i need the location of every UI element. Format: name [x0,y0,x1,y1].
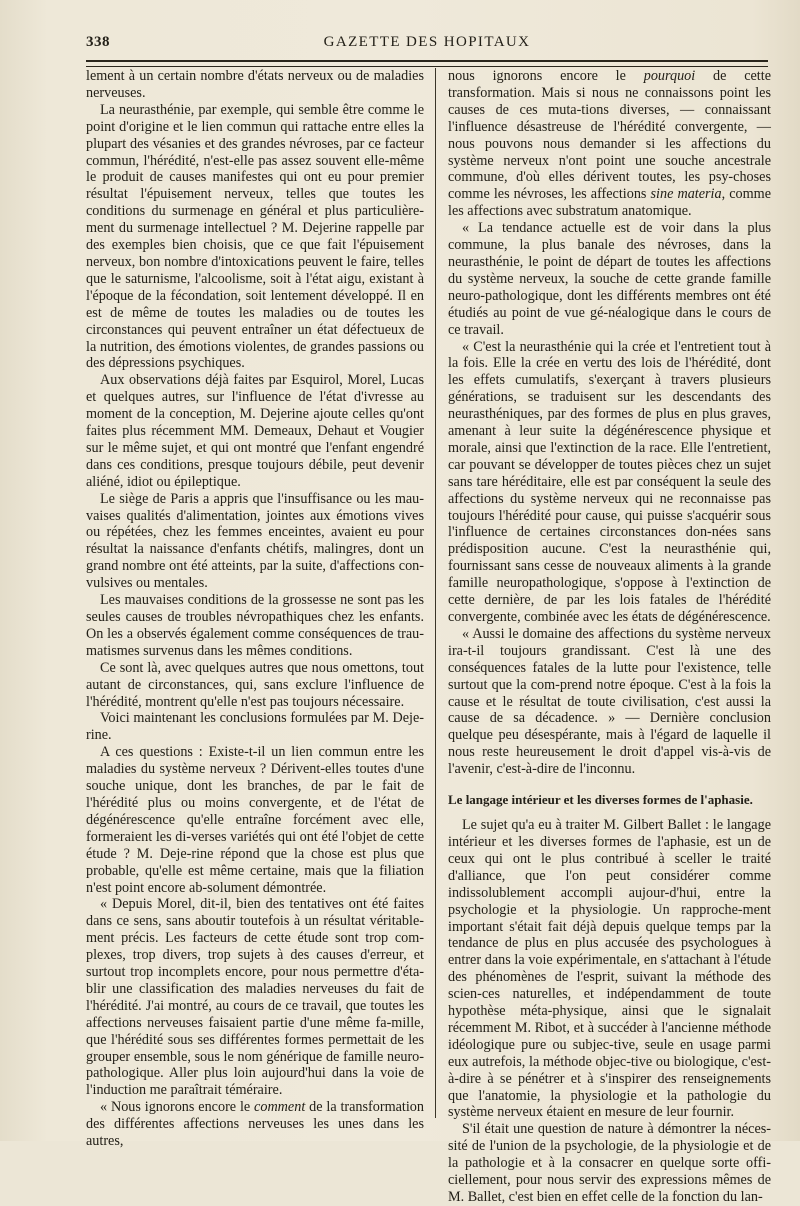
paragraph: « La tendance actuelle est de voir dans la plus commune, la plus banale des névroses, dans la neurasthénie, le point de départ de toutes les affections du système nerveux, la souche de cette grande famille neuro-pathologique, dont les différents membres ont été étudiés au point de vue gé-néalogique dans le cours de ce travail. [448,220,771,338]
header-rule [86,60,768,67]
left-column [86,68,424,1150]
paragraph: S'il était une question de nature à démontrer la néces-sité de l'union de la psychologie, de la physiologie et de la pathologie et à la consacrer en quelque sorte offi-ciellement, pour nous servir des expressions mêmes de M. Ballet, c'est bien en effet celle de la fonction du lan- [448,1121,771,1205]
italic-word: sine materia [650,186,722,203]
italic-word: comment [254,1099,306,1116]
column-divider [435,68,436,1118]
paragraph: A ces questions : Existe-t-il un lien commun entre les maladies du système nerveux ? Dérivent-elles toutes d'une souche unique, dont les branches, de par le fait de l'hérédité plus ou moins convergente, et de l'état de dégénérescence qu'elle entraîne forcément avec elle, formeraient les di-verses variétés qui ont été l'objet de cette étude ? M. Deje-rine répond que la chose est plus que probable, qu'elle est même certaine, mais que la filiation n'est point encore ab-solument démontrée. [86,744,424,896]
paragraph: Le siège de Paris a appris que l'insuffisance ou les mau-vaises qualités d'alimentation, jointes aux émotions vives ou répétées, chez les femmes enceintes, avaient eu pour résultat la naissance d'enfants chétifs, malingres, dont un grand nombre ont été atteints, par la suite, d'affections con-vulsives ou mentales. [86,490,424,592]
page-header [86,32,768,58]
italic-word: pourquoi [643,68,696,84]
text-run: nous ignorons encore le [448,68,644,84]
paragraph [86,1099,424,1150]
page-number: 338 [86,34,110,50]
text-run: de la transformation des différentes affections nerveuses les unes dans les autres, [86,1099,424,1150]
paragraph: Le sujet qu'a eu à traiter M. Gilbert Ballet : le langage intérieur et les diverses formes de l'aphasie, est un de ceux qui ont le plus contribué à sceller le traité d'alliance, que l'on peut considérer comme indissolublement accompli aujour-d'hui, entre la psychologie et la physiologie. Un rapproche-ment important s'était fait déjà depuis quelque temps par la tendance de plus en plus accusée des psychologues à entrer dans la voie expérimentale, en s'attachant à l'étude des phénomènes de l'esprit, suivant la méthode des scien-ces naturelles, et indépendamment de toute hypothèse méta-physique, ainsi que le signalait récemment M. Ribot, et à succéder à l'ancienne méthode idéologique pure ou subjec-tive, seule en usage parmi eux autrefois, la méthode objec-tive ou biologique, c'est-à-dire à se pénétrer et à s'inspirer des renseignements que l'anatomie, la physiologie et la pathologie du système nerveux étaient en mesure de leur fournir. [448,817,771,1121]
journal-title: GAZETTE DES HOPITAUX [323,34,531,50]
paragraph: lement à un certain nombre d'états nerveux ou de maladies nerveuses. [86,68,424,101]
paragraph: « Aussi le domaine des affections du système nerveux ira-t-il toujours grandissant. C'est là une des conséquences fatales de la lutte pour l'existence, telle surtout que la com-prend notre époque. C'est à la fois la cause et le résultat de toute civilisation, c'est aussi la cause de sa décadence. » — Dernière conclusion quelque peu désespérante, mais à l'égard de laquelle il nous reste heureusement le droit d'appel vis-à-vis de l'avenir, c'est-à-dire de l'inconnu. [448,625,771,778]
paragraph: « Depuis Morel, dit-il, bien des tentatives ont été faites dans ce sens, sans aboutir toutefois à un résultat véritable-ment précis. Les facteurs de cette étude sont trop com-plexes, trop divers, trop sujets à des causes d'erreur, et surtout trop incomplets encore, pour nous permettre d'éta-blir une classification des maladies nerveuses du fait de l'hérédité. J'ai montré, au cours de ce travail, que toutes les affections nerveuses faisaient partie d'une même fa-mille, que l'hérédité sous ses différentes formes permettait de les grouper ensemble, sous le nom générique de famille neuro-pathologique. Aller plus loin aujourd'hui dans la voie de l'induction me paraîtrait téméraire. [86,896,424,1099]
paragraph: Aux observations déjà faites par Esquirol, Morel, Lucas et quelques autres, sur l'influence de l'état d'ivresse au moment de la conception, M. Dejerine ajoute celles qu'ont faites plus récemment MM. Demeaux, Dehaut et Vougier sur le même sujet, et qui ont montré que l'enfant engendré dans ces conditions, presque toujours débile, peut devenir aliéné, idiot ou épileptique. [86,372,424,490]
paragraph [448,68,771,220]
text-run: « Nous ignorons encore le [100,1099,255,1116]
paragraph: Voici maintenant les conclusions formulées par M. Deje-rine. [86,710,424,744]
text-run: , comme les affections avec substratum anatomique. [448,186,771,220]
paragraph: Ce sont là, avec quelques autres que nous omettons, tout autant de circonstances, qui, sans exclure l'influence de l'hérédité, montrent qu'elle n'est pas toujours nécessaire. [86,659,424,710]
paragraph: La neurasthénie, par exemple, qui semble être comme le point d'origine et le lien commun qui rattache entre elles la plupart des vésanies et des grandes névroses, par ce facteur commun, l'hérédité, n'est-elle pas assez souvent elle-même le produit de causes manifestes qui ont eu pour premier résultat l'épuisement nerveux, telles que toutes les conditions du surmenage en général et plus particulière-ment du surmenage intellectuel ? M. Dejerine rappelle par des exemples bien choisis, que ce que fait l'épuisement nerveux, bon nombre d'intoxications peuvent le faire, telles que le saturnisme, l'alcoolisme, soit à l'état aigu, existant à l'époque de la fécondation, soit lentement développé. Il en est de même de toutes les maladies ou de toutes les circonstances qui peuvent entraîner un état défectueux de la nutrition, des émotions violentes, de grandes passions ou des dépressions psychiques. [86,101,424,372]
text-run: de cette transformation. Mais si nous ne connaissons point les causes de ces muta-tions diverses, — connaissant l'influence désastreuse de l'hérédité convergente, — nous pouvons nous demander si les affections du système nerveux n'ont point une souche ancestrale commune, d'où elles dérivent toutes, les psy-choses comme les névroses, les affections [448,68,771,203]
paragraph: Les mauvaises conditions de la grossesse ne sont pas les seules causes de troubles névropathiques chez les enfants. On les a observés également comme conséquences de trau-matismes survenus dans les mêmes conditions. [86,592,424,659]
section-heading: Le langage intérieur et les diverses formes de l'aphasie. [448,792,753,808]
right-column [448,68,771,1205]
paragraph: « C'est la neurasthénie qui la crée et l'entretient tout à la fois. Elle la crée en vertu des lois de l'hérédité, dont les effets cumulatifs, s'exerçant à travers plusieurs générations, se traduisent sur les descendants des neurasthéniques, par des formes de plus en plus graves, amenant à leur suite la dégénérescence physique et morale, ainsi que l'extinction de la race. Elle l'entretient, car pouvant se développer de toutes pièces chez un sujet sans tare héréditaire, elle est par conséquent la seule des affections du système nerveux qui ne reconnaisse pas toujours l'hérédité pour cause, qui puisse s'acquérir sous l'influence de certaines circonstances don-nées sans prédisposition aucune. C'est la neurasthénie qui, fournissant sans cesse de nouveaux aliments à la grande famille neuropathologique, s'oppose à l'extinction de cette dernière, de par les lois fatales de l'hérédité convergente, combinée avec les états de dégénérescence. [448,338,771,625]
